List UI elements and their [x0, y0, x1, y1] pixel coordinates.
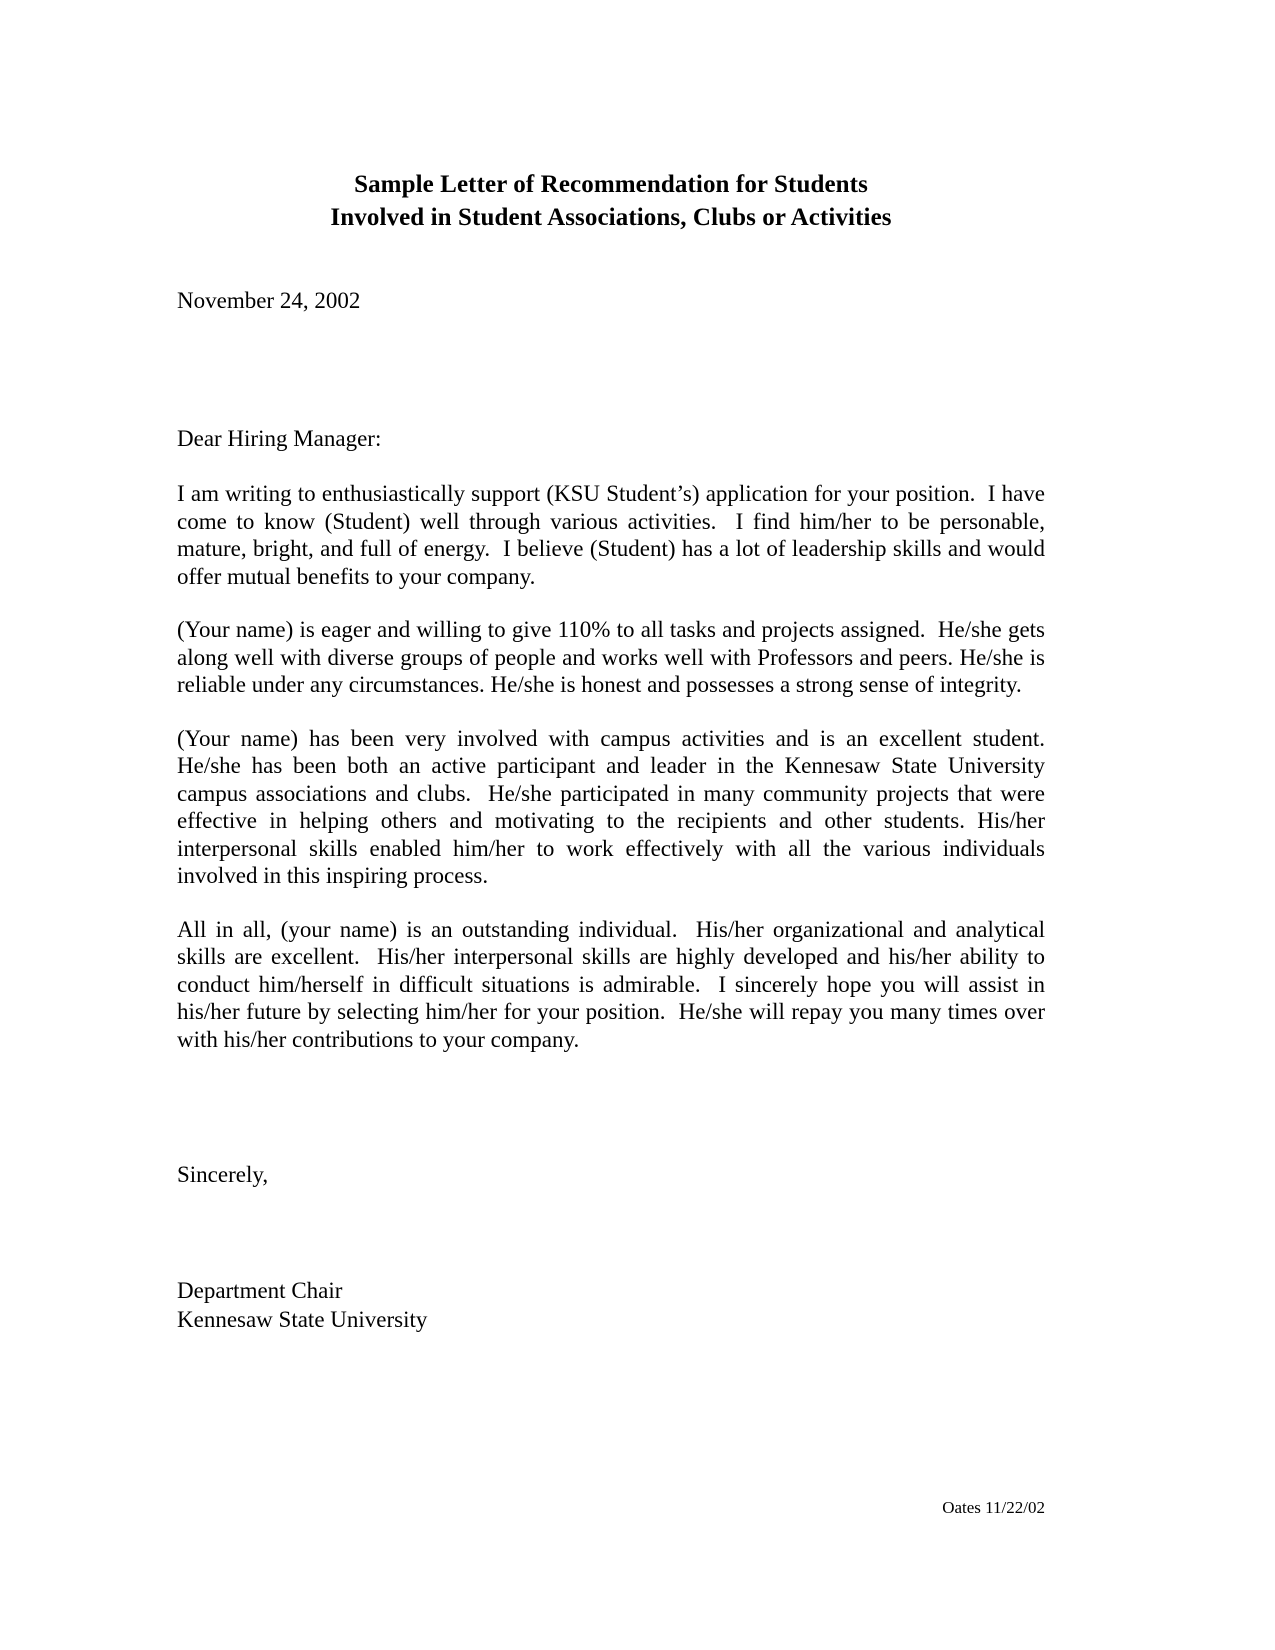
letter-salutation: Dear Hiring Manager: — [177, 426, 382, 451]
letter-closing: Sincerely, — [177, 1162, 269, 1187]
letter-date: November 24, 2002 — [177, 288, 361, 313]
letter-body — [177, 480, 1051, 1053]
title-line-2: Involved in Student Associations, Clubs or Activities — [330, 204, 892, 231]
signature-title: Department Chair — [177, 1278, 343, 1303]
document-title — [177, 168, 1045, 234]
body-paragraph-1: I am writing to enthusiastically support (KSU Student’s) application for your position. I have come to know (Student) well through various activities. I find him/her to be personable, mature, bright, and full of energy. I believe (Student) has a lot of leadership skills and would offer mutual benefits to your company. — [177, 481, 1051, 589]
body-paragraph-2: (Your name) is eager and willing to give 110% to all tasks and projects assigned. He/she gets along well with diverse groups of people and works well with Professors and peers. He/she is reliable under any circumstances. He/she is honest and possesses a strong sense of integrity. — [177, 617, 1051, 697]
signature-organization: Kennesaw State University — [177, 1307, 428, 1332]
body-paragraph-4: All in all, (your name) is an outstanding individual. His/her organizational and analytical skills are excellent. His/her interpersonal skills are highly developed and his/her ability to conduct him/herself in difficult situations is admirable. I sincerely hope you will assist in his/her future by selecting him/her for your position. He/she will repay you many times over with his/her contributions to your company. — [177, 916, 1051, 1052]
page-footer: Oates 11/22/02 — [942, 1498, 1045, 1517]
body-paragraph-3: (Your name) has been very involved with campus activities and is an excellent student. He/she has been both an active participant and leader in the Kennesaw State University campus associations and clubs. He/she participated in many community projects that were effective in helping others and motivating to the recipients and other students. His/her interpersonal skills enabled him/her to work effectively with all the various individuals involved in this inspiring process. — [177, 725, 1051, 888]
title-line-1: Sample Letter of Recommendation for Students — [354, 171, 868, 198]
signature-block — [177, 1276, 427, 1334]
